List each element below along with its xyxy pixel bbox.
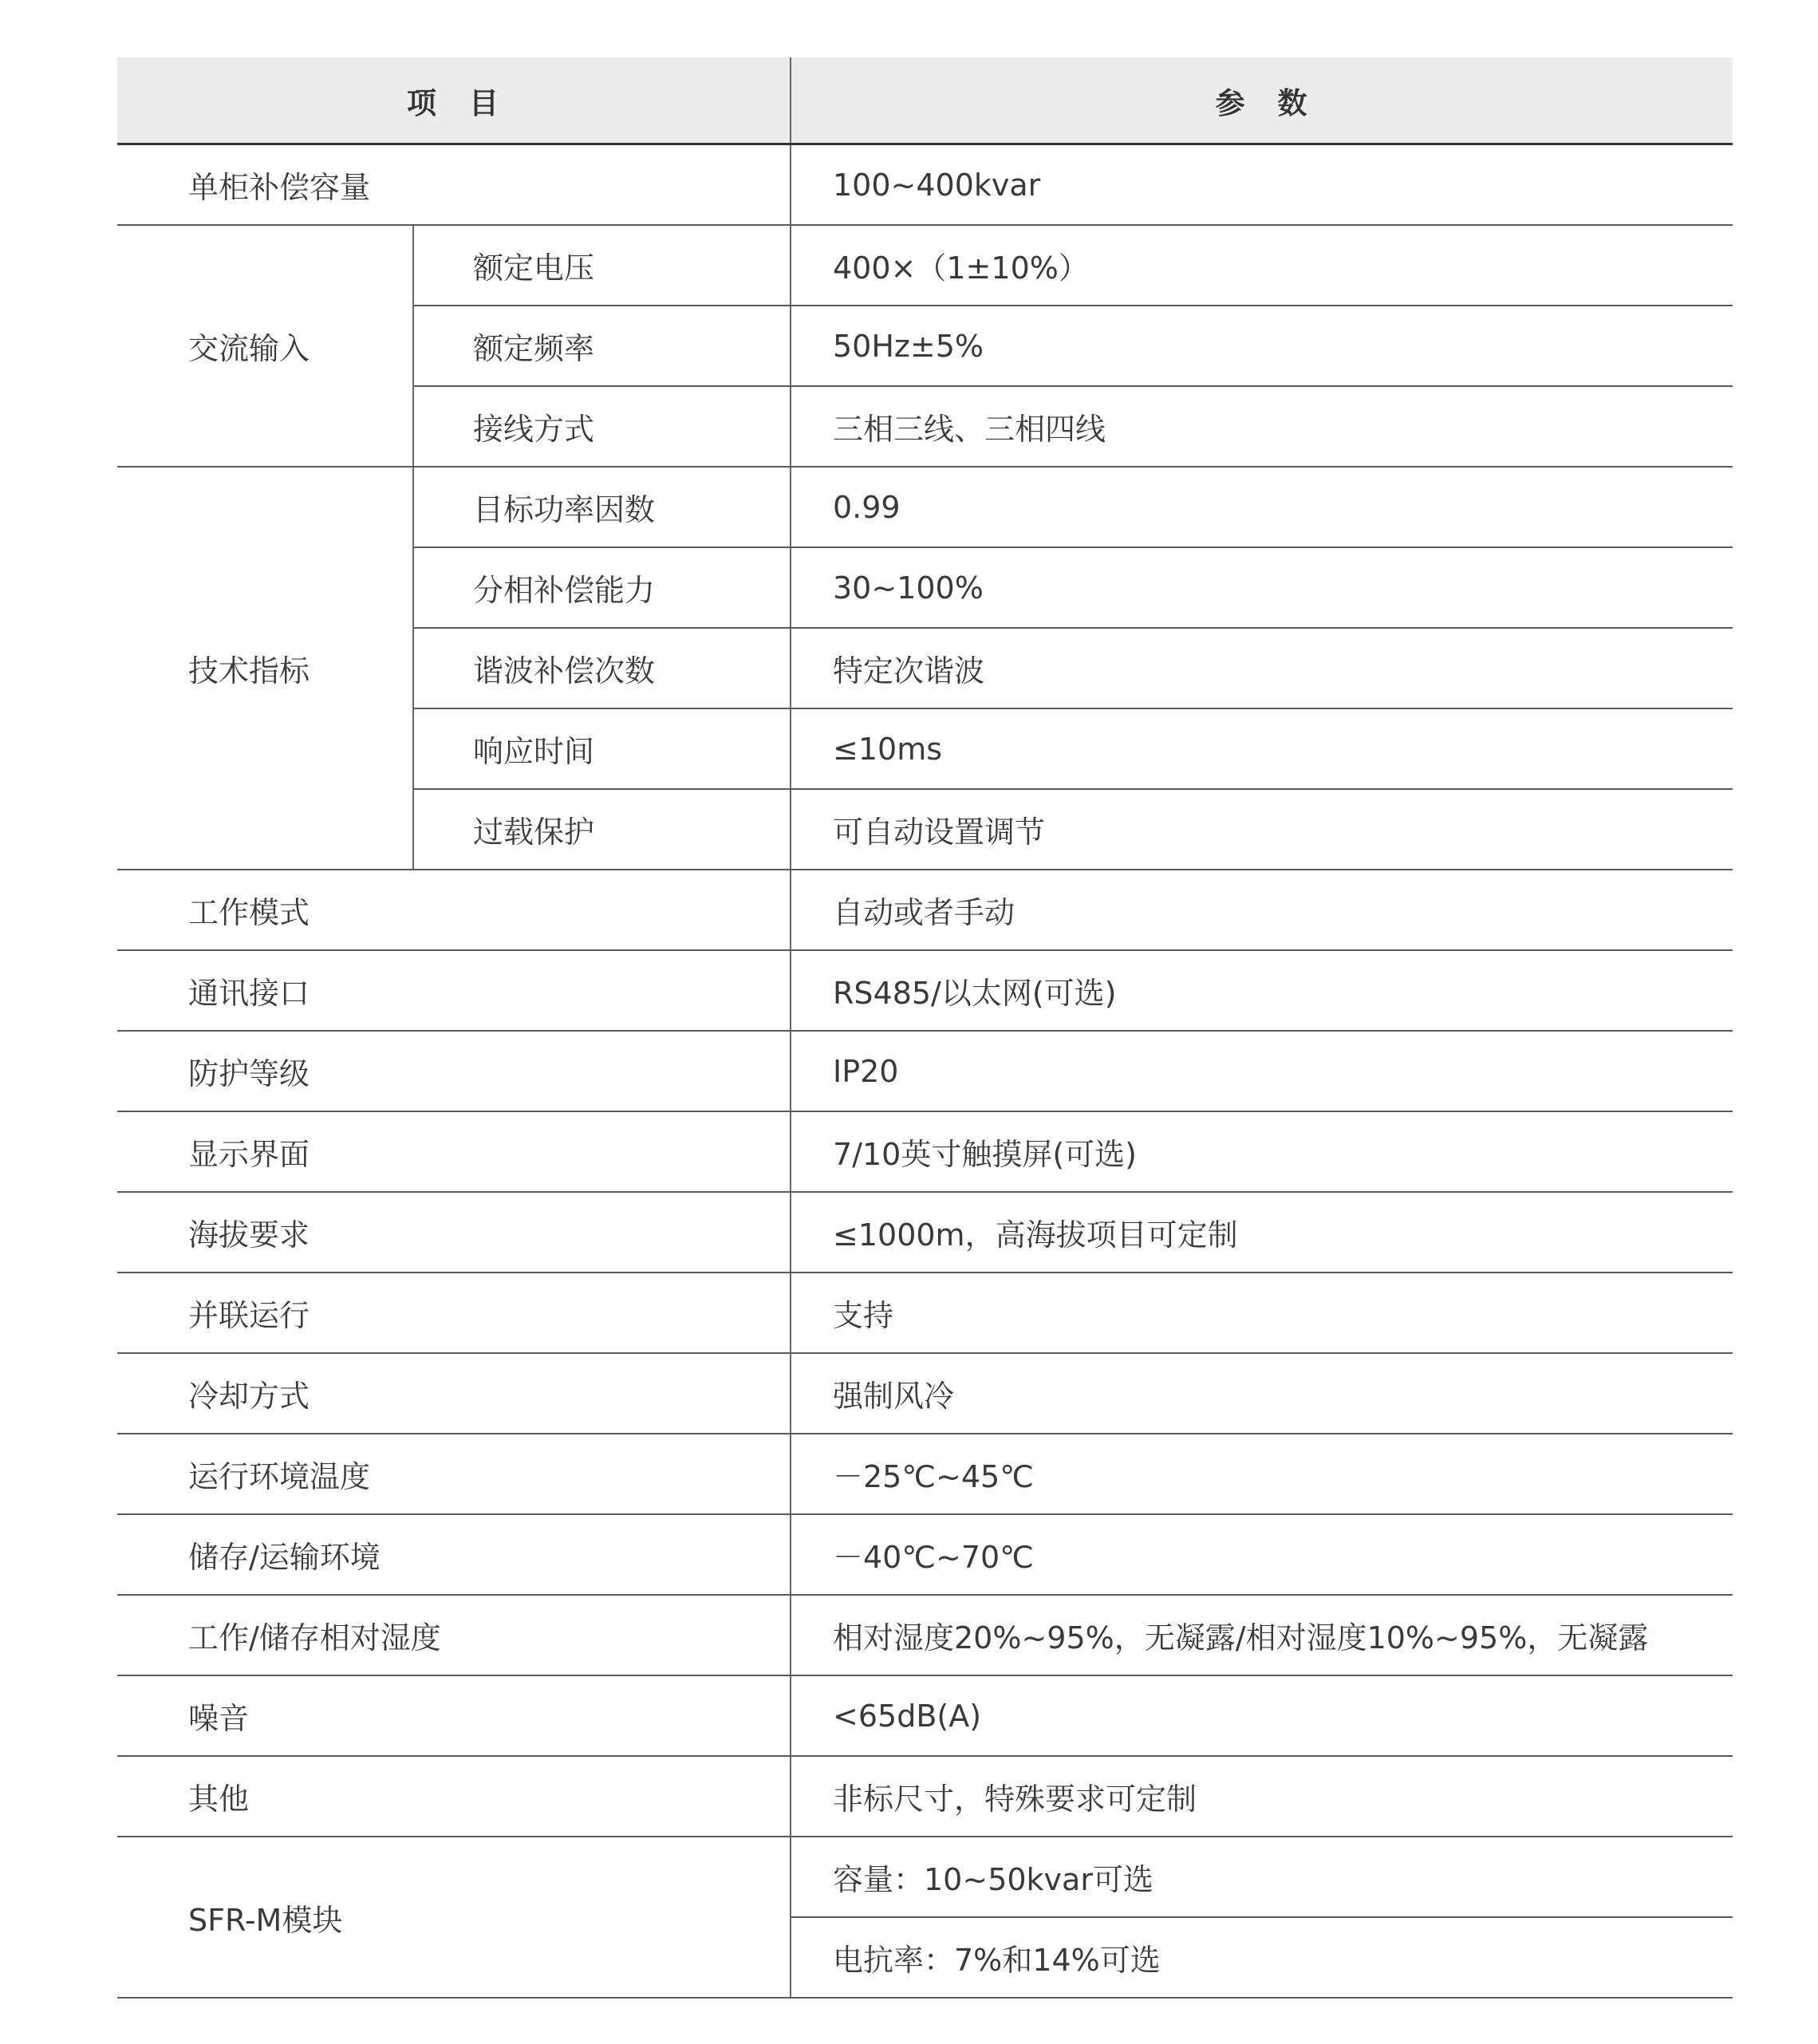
group-label: 技术指标 (117, 467, 413, 870)
table-row (117, 1192, 1733, 1273)
header-item: 项 目 (117, 57, 791, 144)
sub-label: 额定电压 (413, 225, 791, 306)
row-label: 储存/运输环境 (117, 1514, 791, 1595)
table-row (117, 1595, 1733, 1675)
row-label: 单柜补偿容量 (117, 144, 791, 226)
header-param: 参 数 (791, 57, 1733, 144)
row-value: 相对湿度20%~95%，无凝露/相对湿度10%~95%，无凝露 (791, 1595, 1733, 1675)
row-value: 电抗率：7%和14%可选 (791, 1917, 1733, 1998)
row-value: 自动或者手动 (791, 870, 1733, 950)
table-row (117, 467, 1733, 547)
row-value: 支持 (791, 1273, 1733, 1353)
row-value: 可自动设置调节 (791, 789, 1733, 870)
row-value: 非标尺寸，特殊要求可定制 (791, 1756, 1733, 1837)
row-label: 工作模式 (117, 870, 791, 950)
sub-label: 分相补偿能力 (413, 547, 791, 628)
sub-label: 响应时间 (413, 708, 791, 789)
row-label: 噪音 (117, 1675, 791, 1756)
row-value: ≤10ms (791, 708, 1733, 789)
table-row (117, 1353, 1733, 1434)
table-row (117, 225, 1733, 306)
sub-label: 过载保护 (413, 789, 791, 870)
row-value: 容量：10~50kvar可选 (791, 1837, 1733, 1917)
row-value: 强制风冷 (791, 1353, 1733, 1434)
sub-label: 接线方式 (413, 386, 791, 467)
row-label: 工作/储存相对湿度 (117, 1595, 791, 1675)
row-value: RS485/以太网(可选) (791, 950, 1733, 1031)
row-value: －40℃~70℃ (791, 1514, 1733, 1595)
table-row (117, 1756, 1733, 1837)
row-value: 0.99 (791, 467, 1733, 547)
group-label: 交流输入 (117, 225, 413, 467)
table-row (117, 1111, 1733, 1192)
row-value: 400×（1±10%） (791, 225, 1733, 306)
table-header-row (117, 57, 1733, 144)
table-row (117, 870, 1733, 950)
table-row (117, 1837, 1733, 1917)
sub-label: 谐波补偿次数 (413, 628, 791, 708)
row-label: 冷却方式 (117, 1353, 791, 1434)
group-label: SFR-M模块 (117, 1837, 791, 1998)
row-value: 100~400kvar (791, 144, 1733, 226)
sub-label: 额定频率 (413, 306, 791, 386)
row-value: IP20 (791, 1031, 1733, 1111)
row-label: 海拔要求 (117, 1192, 791, 1273)
table-row (117, 1273, 1733, 1353)
spec-table (117, 57, 1733, 1999)
table-row (117, 144, 1733, 226)
row-value: 30~100% (791, 547, 1733, 628)
row-label: 防护等级 (117, 1031, 791, 1111)
row-label: 其他 (117, 1756, 791, 1837)
table-row (117, 1031, 1733, 1111)
row-value: 7/10英寸触摸屏(可选) (791, 1111, 1733, 1192)
row-value: 50Hz±5% (791, 306, 1733, 386)
row-value: <65dB(A) (791, 1675, 1733, 1756)
table-row (117, 1434, 1733, 1514)
sub-label: 目标功率因数 (413, 467, 791, 547)
table-row (117, 1514, 1733, 1595)
row-value: ≤1000m，高海拔项目可定制 (791, 1192, 1733, 1273)
table-row (117, 1675, 1733, 1756)
row-value: －25℃~45℃ (791, 1434, 1733, 1514)
row-value: 三相三线、三相四线 (791, 386, 1733, 467)
row-label: 通讯接口 (117, 950, 791, 1031)
row-label: 显示界面 (117, 1111, 791, 1192)
row-value: 特定次谐波 (791, 628, 1733, 708)
row-label: 并联运行 (117, 1273, 791, 1353)
table-row (117, 950, 1733, 1031)
row-label: 运行环境温度 (117, 1434, 791, 1514)
